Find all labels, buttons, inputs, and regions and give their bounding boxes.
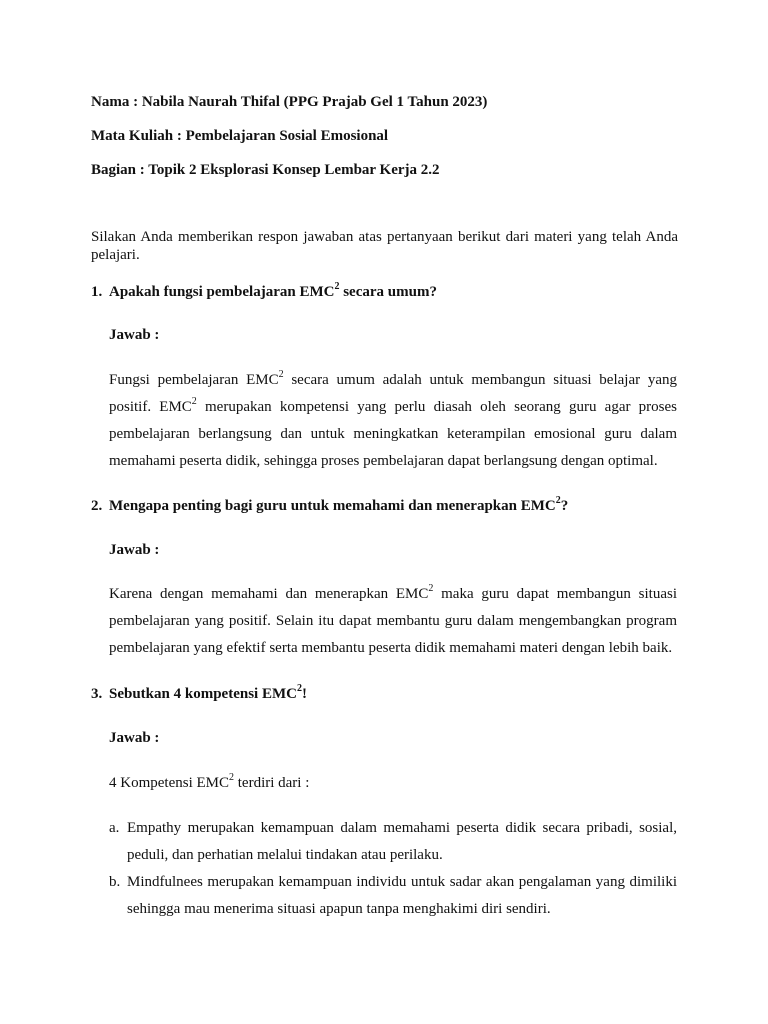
answer-1-line-2: positif. EMC$^2$ merupakan kompetensi yang perlu diasah oleh seorang guru agar proses xyxy=(109,396,677,415)
list-item-b-marker: b. xyxy=(109,874,121,890)
list-item-b-line-2: sehingga mau menerima situasi apapun tanpa menghakimi diri sendiri. xyxy=(127,901,551,917)
question-3-text: Sebutkan 4 kompetensi EMC$^2$! xyxy=(109,683,307,702)
answer-1-line-4: memahami peserta didik, sehingga proses pembelajaran dapat berlangsung dengan optimal. xyxy=(109,453,658,469)
answer-3-intro: 4 Kompetensi EMC$^2$ terdiri dari : xyxy=(109,772,310,791)
question-3-number: 3. xyxy=(91,686,103,702)
question-2-answer-label: Jawab : xyxy=(109,542,160,558)
list-item-a-line-1: Empathy merupakan kemampuan dalam memahami peserta didik secara pribadi, sosial, xyxy=(127,820,677,836)
answer-2-line-1: Karena dengan memahami dan menerapkan EMC$^2$ maka guru dapat membangun situasi xyxy=(109,583,678,602)
list-item-a-marker: a. xyxy=(109,820,120,836)
answer-2-line-3: pembelajaran yang efektif serta membantu peserta didik memahami materi dengan lebih baik. xyxy=(109,640,673,656)
answer-1-line-3: pembelajaran berlangsung dan untuk meningkatkan keterampilan emosional guru dalam xyxy=(109,426,677,442)
list-item-b-line-1: Mindfulnees merupakan kemampuan individu untuk sadar akan pengalaman yang dimiliki xyxy=(127,874,677,890)
question-2-text: Mengapa penting bagi guru untuk memahami dan menerapkan EMC$^2$? xyxy=(109,495,569,514)
student-name-line: Nama : Nabila Naurah Thifal (PPG Prajab Gel 1 Tahun 2023) xyxy=(91,94,488,110)
intro-line-2: pelajari. xyxy=(91,247,140,263)
answer-2-line-2: pembelajaran yang positif. Selain itu dapat membantu guru dalam mengembangkan program xyxy=(109,613,677,629)
intro-line-1: Silakan Anda memberikan respon jawaban atas pertanyaan berikut dari materi yang telah Anda xyxy=(91,229,678,245)
course-line: Mata Kuliah : Pembelajaran Sosial Emosional xyxy=(91,128,389,144)
question-3-answer-label: Jawab : xyxy=(109,730,160,746)
answer-1-line-1: Fungsi pembelajaran EMC$^2$ secara umum adalah untuk membangun situasi belajar yang xyxy=(109,369,677,388)
question-2-number: 2. xyxy=(91,498,103,514)
question-1-number: 1. xyxy=(91,284,103,300)
section-line: Bagian : Topik 2 Eksplorasi Konsep Lembar Kerja 2.2 xyxy=(91,162,440,178)
list-item-a-line-2: peduli, dan perhatian melalui tindakan atau perilaku. xyxy=(127,847,443,863)
question-1-answer-label: Jawab : xyxy=(109,327,160,343)
question-1-text: Apakah fungsi pembelajaran EMC$^2$ secara umum? xyxy=(109,281,437,300)
